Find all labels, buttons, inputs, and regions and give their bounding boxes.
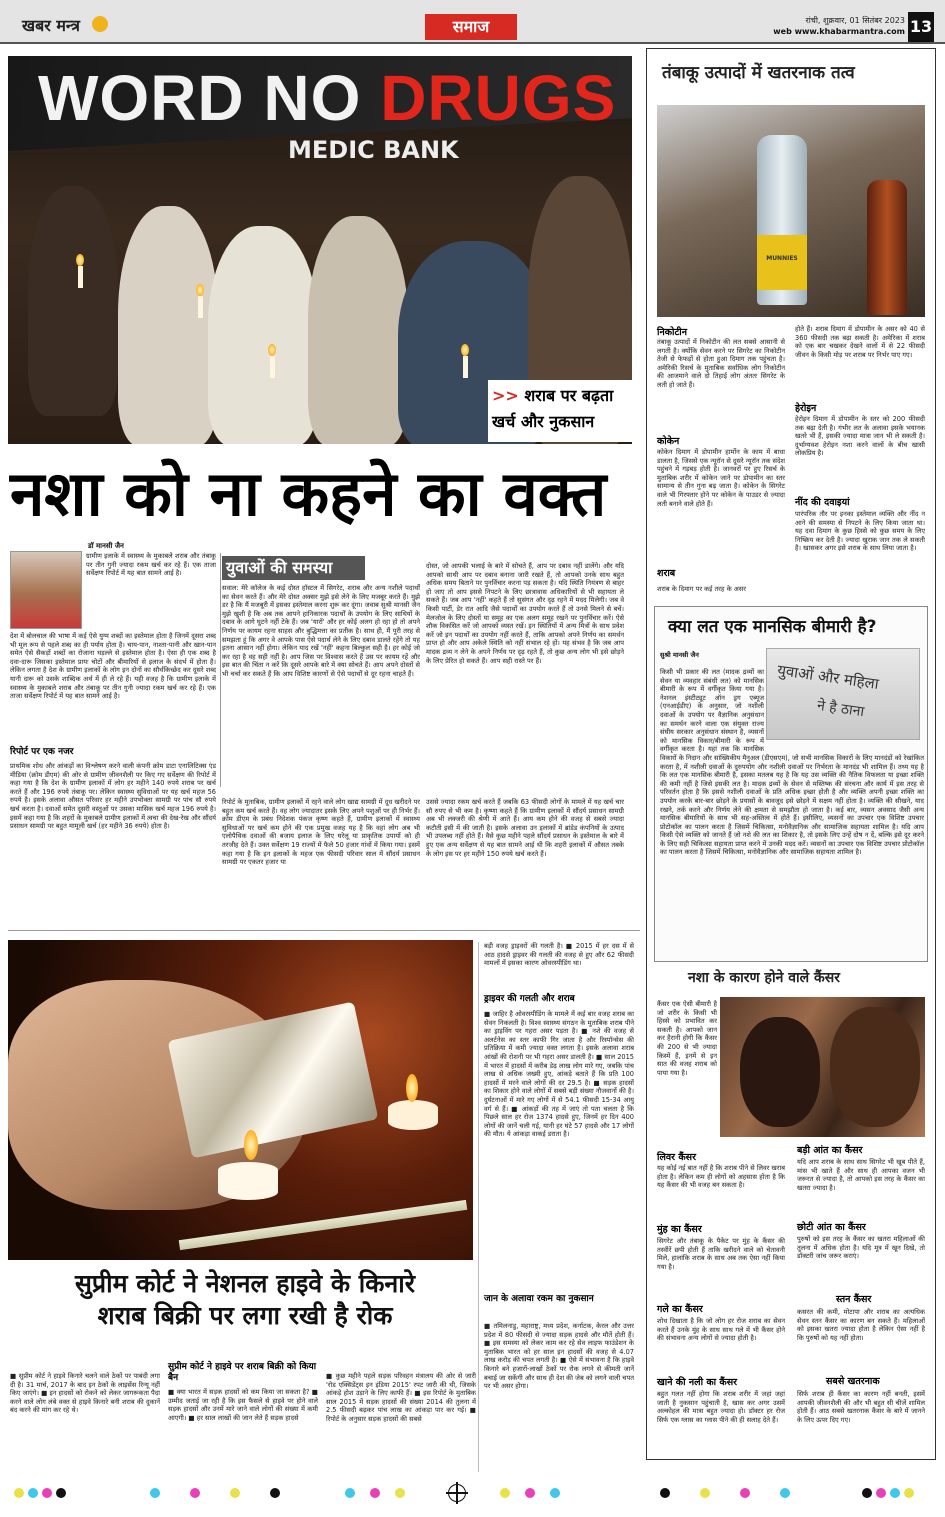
cancer-heading: छोटी आंत का कैंसर <box>797 1222 866 1233</box>
banner-sub: MEDIC BANK <box>288 136 459 164</box>
child-figure <box>28 186 118 416</box>
registration-mark <box>660 1488 670 1498</box>
dateline: रांची, शुक्रवार, 01 सितंबर 2023 <box>805 16 905 25</box>
candle <box>463 356 468 378</box>
registration-mark <box>345 1488 355 1498</box>
registration-mark <box>550 1488 560 1498</box>
sidebar-subheading: हेरोइन <box>795 403 817 414</box>
bottom-subheading: ड्राइवर की गलती और शराब <box>484 994 575 1004</box>
brand-logo-icon <box>92 16 108 32</box>
registration-mark <box>700 1488 710 1498</box>
kicker-text: शराब पर बढ़ता <box>524 386 614 405</box>
sidebar-text: शराब के दिमाग पर कई तरह के असर <box>657 585 746 593</box>
feature-text: दोस्त, जो आपकी भलाई के बारे में सोचते हैं, आप पर दबाव नहीं डालेंगे। और यदि आपको साथी आप पर दबाव बनाना जारी रखते हैं, तो आपको उनके साथ बहुत अधिक समय बिताने पर पुनर्विचार करना पड़ सकता है। यदि स्थिति नियंत्रण से बाहर हो जाए तो आप इससे निपटने के लिए छात्रावास अधिकारियों से भी सहायता ले सकते हैं। जब आप 'नहीं' कहते हैं तो सुसंगत और दृढ़ रहने में मदद मिलेगी। जब वे किसी पार्टी, डेर रात आदि जैसे पदार्थों का उपयोग करते हैं तो उनसे मिलने से बचें। मेलजोल के लिए दोस्तों या समूह का एक अलग समूह रखने पर पुनर्विचार करें। ऐसे शौक विकसित करें जो आपको व्यस्त रखें। इन स्थितियों में अन्य मित्रों के साथ प्रवेश करें जो इन पदार्थों का उपयोग नहीं करते हैं, ताकि आपको अपने निर्णय का समर्थन प्राप्त हो और आप अकेले स्थिति को नहीं संभाल रहे हों। यह संभव है कि जब आप मादक द्रव्य न लेने के अपने निर्णय पर दृढ़ रहते हैं, तो कुछ अन्य लोग भी इसे छोड़ने के लिए प्रेरित हो सकते हैं। आप सही रास्ते पर हैं। <box>426 562 624 665</box>
sidebar-subheading: निकोटीन <box>657 327 688 338</box>
page-number: 13 <box>908 12 934 42</box>
sidebar-photo <box>657 105 925 317</box>
sidebar-text: होते हैं। शराब दिमाग में डोपामीन के असर को 40 से 360 फीसदी तक बढ़ा सकती है। अमेरिका में शराब को एक बार चखकर देखने वालों में से 22 फीसदी जीवन के किसी मोड़ पर शराब पर निर्भर पाए गए। <box>795 325 925 359</box>
candle <box>270 356 275 378</box>
cancer-text: पुरुषों को इस तरह के कैंसर का खतरा महिलाओं की तुलना में अधिक होता है। यदि मूत्र में खून दिखे, तो डॉक्टरी जांच जरूर कराएं। <box>797 1235 925 1261</box>
registration-mark <box>525 1488 535 1498</box>
article-para: देश में बोलचाल की भाषा में कई ऐसे युग्म शब्दों का इस्तेमाल होता है जिनमें दूसरा शब्द भी मूल रूप से पहले शब्द का ही पर्याय होता है। चाय-पान, नाश्ता-पानी और खान-पान समेत ऐसे सैकड़ों शब्दों का रोजाना घड़ल्ले से इस्तेमाल होता है। ऐसा ही एक शब्द है दवा-दारू जिसका इस्तेमाल प्रायः चोटों और बीमारियों से इलाज के संदर्भ में होता है। लेकिन लगता है देश के ग्रामीण इलाकों के लोग इन दोनों का सौर्थकिच्छेद कर दूसरे शब्द यानी दारू को उसके शाब्दिक अर्थ में ही ले रहे हैं। यही वजह है कि ग्रामीण इलाके में स्वास्थ्य के मुकाबले शराब और तंबाकू पर तीन गुनी ज्यादा रकम खर्च कर रहे हैं। एक ताजा सर्वेक्षण रिपोर्ट में यह बात सामने आई है। <box>10 632 216 701</box>
registration-mark <box>395 1488 405 1498</box>
registration-mark <box>500 1488 510 1498</box>
sidebar-text: कोकेन दिमाग में डोपामीन हार्मोन के काम में बाधा डालता है, जिससे एक न्यूरॉन से दूसरे न्यूरॉन तक संदेश पहुंचने में गड़बड़ होती है। जानवरों पर हुए रिसर्च के मुताबिक शरीर में कोकेन जाने पर डोपामीन का स्तर सामान्य से तीन गुना बढ़ जाता है। कोकेन के सिगरेट वाले भी गिरफ्तार होने पर कोकेन के पाउडर से ज्यादा लती बनाने वाले होते हैं। <box>657 448 785 508</box>
flame <box>406 1074 418 1102</box>
candle <box>78 266 83 288</box>
child-figure <box>208 226 318 444</box>
sidebar-text: तंबाकू उत्पादों में निकोटीन की लत सबसे आसानी से लगती है। क्योंकि सेवन करने पर सिगरेट का निकोटीन तेजी से फेफड़ों से होता हुआ दिमाग तक पहुंचता है। अमेरिकी रिसर्च के मुताबिक सर्वाधिक लोग निकोटीन की आजमाने वाले दो तिहाई लोग अंततः सिगरेट के लती हो जाते हैं। <box>657 338 785 389</box>
cancer-text: यह कोई नई बात नहीं है कि शराब पीने से लिवर खराब होता है। लेकिन कम ही लोगों को अहसास होता है कि यह कैंसर की भी वजह बन सकता है। <box>657 1164 785 1190</box>
cancer-heading: खाने की नली का कैंसर <box>657 1377 738 1388</box>
bottom-col: बड़ी वजह ड्राइवरों की गलती है। ■ 2015 में हर दस में से आठ हादसे ड्राइवर की गलती की वजह से हुए और 62 फीसदी मामलों में इसका कारण ओवरस्पीडिंग था। <box>484 942 634 968</box>
registration-mark <box>56 1488 66 1498</box>
cancer-title: नशा के कारण होने वाले कैंसर <box>688 970 840 986</box>
bottom-headline <box>10 1268 480 1332</box>
cancer-heading: स्तन कैंसर <box>836 1294 872 1305</box>
candle <box>388 1100 438 1130</box>
registration-mark <box>14 1488 24 1498</box>
banner-word: WORD NO <box>38 62 362 134</box>
bottom-photo <box>8 940 473 1260</box>
divider <box>8 930 640 931</box>
flame <box>268 344 276 356</box>
bottom-headline-line: सुप्रीम कोर्ट ने नेशनल हाइवे के किनारे <box>75 1269 415 1298</box>
sidebar-text: हेरोइन दिमाग में डोपामीन के स्तर को 200 फीसदी तक बढ़ा देती है। गंभीर लत के अलावा इसके भयानक खतरे भी हैं, इसकी ज्यादा मात्रा जान भी ले सकती है। दुर्भाग्यवश हेरोइन नशा करने वालों के बीच खासी लोकप्रिय है। <box>795 415 925 458</box>
registration-mark <box>270 1488 280 1498</box>
flame <box>196 284 204 296</box>
registration-mark <box>190 1488 200 1498</box>
bottom-subheading: सुप्रीम कोर्ट ने हाइवे पर शराब बिक्री को किया बैन <box>168 1362 317 1383</box>
bottle-label <box>757 235 807 290</box>
cancer-text: कसरत की कमी, मोटापा और शराब का अत्यधिक सेवन स्तन कैंसर का कारण बन सकते हैं। महिलाओं को इसका खतरा ज्यादा होता है लेकिन ऐसा नहीं है कि पुरुषों को यह नहीं होता। <box>797 1308 925 1342</box>
bottom-col: ■ तमिलनाडु, महाराष्ट्र, मध्य प्रदेश, कर्नाटक, केरल और उत्तर प्रदेश में 80 फीसदी से ज्यादा सड़क हादसे और मौतें होती हैं। ■ इस समस्या को लेकर काम कर रहे सेव लाइफ फाउंडेशन के मुताबिक भारत को हर साल इन हादसों की वजह से 4.07 लाख करोड़ की चपत लगती है। ■ ऐसे में संभावना है कि हाइवे किनारे बने हजारों-लाखों ठेकों पर रोक लगने से कीमती जानें बचाई जा सकेंगी और साथ ही देश की जेब को लगने वाली चपत पर भी असर होगा। <box>484 1322 634 1391</box>
bottle-label-text: MUNNIES <box>766 255 798 262</box>
article-para: रिपोर्ट के मुताबिक, ग्रामीण इलाकों में रहने वाले लोग खाद्य सामग्री में दूध खरीदने पर बहुत कम खर्च करते हैं। वह लोग ज्यादातर इसके लिए अपने पशुओं पर ही निर्भर हैं। क्रोम डीएम के प्रबंध निदेशक पंकज कृष्ण कहते हैं, ग्रामीण इलाकों में स्वास्थ्य सुविधाओं पर खर्च कम होने की एक प्रमुख वजह यह है कि वहां लोग अब भी एलोपैथिक दवाओं की बजाय इलाज के लिए घरेलू या प्राकृतिक उपायों को ही तरजीह देते हैं। उक्त सर्वेक्षण 19 राज्यों में फैले 50 हजार गांवों में किया गया। इसमें कहा गया है कि इन इलाकों के महज एक फीसदी परिवार साल में सौंदर्य प्रसाधन सामग्री पर एकतर हजार या <box>222 798 420 867</box>
feature-heading: युवाओं की समस्या <box>222 556 365 580</box>
person-figure <box>830 1007 920 1127</box>
banner-drugs: DRUGS <box>380 62 617 134</box>
cancer-heading: मुंह का कैंसर <box>657 1224 702 1235</box>
registration-mark <box>42 1488 52 1498</box>
section-label: समाज <box>425 14 517 40</box>
person-figure <box>740 1017 820 1127</box>
cancer-text: शोध दिखाता है कि जो लोग हर रोज शराब का सेवन करते हैं उनके मुंह के साथ साथ गले में भी कैंसर होने की संभावना अन्य लोगों से ज्यादा होती है। <box>657 1317 785 1343</box>
website: web www.khabarmantra.com <box>773 27 905 36</box>
kicker-line <box>492 384 613 406</box>
registration-mark <box>904 1488 914 1498</box>
addiction-box-byline: सुश्री मानसी जैन <box>660 651 699 659</box>
cancer-text: बहुत गलत नहीं होगा कि शराब शरीर में जहां जहां जाती है नुकसान पहुंचाती है, खास कर अगर उसमें अल्कोहल की मात्रा बहुत ज्यादा हो। डॉक्टर हर रोज सिर्फ एक ग्लास का ग्लास पीने की ही सलाह देते हैं। <box>657 1390 785 1424</box>
cancer-intro: कैंसर एक ऐसी बीमारी है जो शरीर के किसी भी हिस्से को प्रभावित कर सकती है। आपको जान कर हैरानी होगी कि कैंसर की 200 से भी ज्यादा किस्में हैं, इनमें से इन सात की वजह शराब को पाया गया है। <box>657 1000 717 1077</box>
bottom-col: ■ जाहिर है ओवरस्पीडिंग के मामले में कई बार वजह शराब का सेवन निकलती है। विश्व स्वास्थ्य संगठन के मुताबिक शराब पीने का ड्राइविंग पर गहरा असर पड़ता है। ■ नशे की वजह से अलर्टनेस का स्तर काफी गिर जाता है और रिस्पॉन्सेस की प्रतिक्रिया में कमी ज्यादा वक्त लगता है। इसके अलावा शराब आंखों की रोशनी पर भी गहरा असर डालती है। ■ साल 2015 में भारत में हादसों में करीब डेढ़ लाख लोग मारे गए, जबकि पांच लाख से अधिक जख्मी हुए, आंकड़े बताते हैं कि प्रति 100 हादसों में मरने वाले लोगों की दर 29.5 है। ■ सड़क हादसों का शिकार होने वाले लोगों में सबसे बड़ी संख्या नौजवानों की है। दुर्घटनाओं में मारे गए लोगों में से 54.1 फीसदी 15-34 आयु वर्ग से हैं। ■ आंकड़ों की तह में जाएं तो पता चलता है कि पिछले साल हर रोज 1374 हादसे हुए, जिनमें हर दिन 400 लोगों की जानें चली गई, यानी हर घंटे 57 हादसे और 17 लोगों की मौत। ये आंकड़ा वाकई डराता है। <box>484 1010 634 1139</box>
crosshair-mark <box>448 1484 466 1502</box>
headline: नशा को ना कहने का वक्त <box>10 457 607 530</box>
flame <box>244 1130 258 1160</box>
photo-spacer <box>764 668 924 746</box>
candle <box>198 296 203 318</box>
registration-mark <box>876 1488 886 1498</box>
addiction-box-text: किसी भी प्रकार की लत (मादक द्रव्यों का सेवन या व्यवहार संबंधी लत) को मानसिक बीमारी के रूप में वर्गीकृत किया गया है। नेशनल इंस्टीट्यूट ऑन ड्रग एब्यूज (एनआईडीए) के अनुसार, जो नशीली दवाओं के उपयोग पर वैज्ञानिक अनुसंधान का समर्थन करने वाला एक संयुक्त राज्य संघीय सरकार अनुसंधान संस्थान है, व्यसनों को मानसिक विकार/बीमारी के रूप में वर्गीकृत करता है। यहां तक कि मानसिक विकारों के निदान और सांख्यिकीय मैनुअल (डीएसएम), जो सभी मानसिक विकारों के लिए मानदंडों को रेखांकित करता है, में नशीली दवाओं के दुरुपयोग और नशीली दवाओं पर निर्भरता के मानदंड भी शामिल हैं। तथ्य यह है कि लत एक मानसिक बीमारी है, इसका मतलब यह है कि यह उस व्यक्ति की नैतिक विफलता या इच्छा शक्ति की कमी नहीं है जिसे इसकी लत है। मादक द्रव्यों के सेवन से मस्तिष्क की संरचना और कार्य में इस तरह से परिवर्तन होता है कि इससे नशीली दवाओं के प्रति अधिक इच्छा होती है और व्यक्ति अपनी इच्छा शक्ति का उपयोग करके बार-बार छोड़ने के प्रयासों के बावजूद इसे छोड़ने में सक्षम नहीं होता है। व्यक्ति की सीखने, याद रखने, तर्क करने और निर्णय लेने की क्षमता से समझौता हो जाता है। कई बार, व्यसन अवसाद जैसी अन्य मानसिक बीमारियों के साथ भी सह-अस्तित्व में होते हैं। इसीलिए, व्यसनों का उपचार एक विशिष्ट उपचार प्रोटोकॉल का पालन करता है जिसमें चिकित्सा, मनोवैज्ञानिक और सामाजिक सहायता शामिल है। यदि आप किसी ऐसे व्यक्ति को जानते हैं जो नशे की लत का शिकार है, तो इसके लिए उन्हें दोष न दें, बल्कि इसे दूर करने के लिए सही चिकित्सा सहायता प्राप्त करने में उनकी मदद करें। व्यसनों का उपचार एक विशिष्ट उपचार प्रोटोकॉल का पालन करता है जिसमें चिकित्सा, मनोवैज्ञानिक और सामाजिक सहायता शामिल है। <box>660 668 924 857</box>
addiction-box-title: क्या लत एक मानसिक बीमारी है? <box>668 617 877 637</box>
sidebar-text: पारंपरिक तौर पर इनका इस्तेमाल व्यक्ति और नींद न आने की समस्या से निपटने के लिए किया जाता था। यह दवा दिमाग के कुछ हिस्से को कुछ समय के लिए निष्क्रिय कर देती है। ज्यादा खुराक जान तक ले सकती है। खासकर अगर इसे शराब के साथ लिया जाता है। <box>795 510 925 553</box>
photo-sign-text: युवाओं और महिला <box>776 660 880 694</box>
cancer-heading: बड़ी आंत का कैंसर <box>797 1145 863 1156</box>
sidebar-subheading: कोकेन <box>657 436 680 447</box>
bottom-headline-line: शराब बिक्री पर लगा रखी है रोक <box>97 1301 393 1330</box>
bottle <box>867 180 907 315</box>
registration-mark <box>740 1488 750 1498</box>
column-rule <box>478 942 479 1472</box>
kicker-mark: >> <box>492 386 519 405</box>
registration-mark <box>862 1488 872 1498</box>
author-photo <box>10 551 82 629</box>
bottom-subheading: जान के अलावा रकम का नुकसान <box>484 1294 594 1304</box>
bottom-col: ■ सुप्रीम कोर्ट ने हाइवे किनारे चलने वाले ठेकों पर पाबंदी लगा दी है। 31 मार्च, 2017 के बाद इन ठेकों के लाइसेंस रिन्यू नहीं किए जाएंगे। ■ इन हादसों को रोकने को लेकर जागरूकता पैदा करने वाले लोग लंबे वक्त से हाइवे किनारे बनी शराब की दुकानें बंद करने की मांग कर रहे थे। <box>10 1372 160 1415</box>
cancer-heading: लिवर कैंसर <box>657 1152 696 1163</box>
candle <box>218 1162 278 1200</box>
syringe <box>179 1200 468 1250</box>
banner-text <box>38 61 616 135</box>
flame <box>76 254 84 266</box>
sidebar-subheading: शराब <box>657 568 676 579</box>
sidebar-subheading: नींद की दवाइयां <box>795 497 850 508</box>
cancer-text: यदि आप शराब के साथ साथ सिगरेट भी खूब पीते हैं, मांस भी खाते हैं और साथ ही आपका वजन भी जरूरत से ज्यादा है, तो आपको इस तरह के कैंसर का खतरा ज्यादा है। <box>797 1158 925 1192</box>
cancer-heading: सबसे खतरनाक <box>826 1376 880 1387</box>
article-para: उससे ज्यादा रकम खर्च करते हैं जबकि 63 फीसदी लोगों के मामले में यह खर्च चार सौ रुपए से भी कम है। कृष्णा कहते हैं कि ग्रामीण इलाकों में सौंदर्य प्रसाधन सामग्री अब भी लक्जरी की श्रेणी में आते हैं। आय कम होने की वजह से सबसे ज्यादा कटौती इसी में की जाती है। इसके अलावा उन इलाकों में ब्रांडेड कंपनियों के उत्पाद भी उपलब्ध नहीं होते हैं। वैसे कुछ महीने पहले सौंदर्य प्रसाधन के इस्तेमाल के बारे में हुए एक अन्य सर्वेक्षण से यह बात सामने आई थी कि शहरी इलाकों में औसत तबके के लोग इस पर हर महीने 150 रुपये खर्च करते हैं। <box>426 798 624 858</box>
cancer-heading: गले का कैंसर <box>657 1304 703 1315</box>
kicker-line-2: खर्च और नुकसान <box>492 412 595 431</box>
cancer-text: सिर्फ शराब ही कैंसर का कारण नहीं बनती, इसमें आपकी जीवनशैली की और भी बहुत सी चीजें शामिल होती हैं। आठ सबसे खतरनाक कैंसर के बारे में जानने के लिए ऊपर दिए गए। <box>797 1390 925 1424</box>
sidebar-title: तंबाकू उत्पादों में खतरनाक तत्व <box>662 63 855 83</box>
registration-mark <box>370 1488 380 1498</box>
photo-sign-text-2: ने है ठाना <box>816 697 866 721</box>
cancer-photo <box>720 997 925 1137</box>
registration-mark <box>28 1488 38 1498</box>
registration-mark <box>780 1488 790 1498</box>
article-para: प्राथमिक शोध और आंकड़ों का विश्लेषण करने वाली कंपनी क्रोम डाटा एनालिटिक्स एंड मीडिया (क्रोम डीएम) की ओर से ग्रामीण जीवनशैली पर किए गए सर्वेक्षण की रिपोर्ट में कहा गया है कि देश के ग्रामीण इलाकों में लोग हर महीने 140 रुपये शराब पर खर्च करते हैं और 196 रुपये तंबाकू पर। लेकिन स्वास्थ्य सुविधाओं पर यह खर्च महज 56 रुपये है। इसके अलावा औसत परिवार हर महीने उपभोक्ता सामग्री पर पांच सौ रुपये खर्च करता है। दवाओं समेत दूसरी वस्तुओं पर उसका मासिक खर्च महज 196 रुपये है। इसमें कहा गया है कि शहरों के मुकाबले ग्रामीण इलाकों में त्वचा की देख-रेख और सौंदर्य प्रसाधन सामग्री पर बहुत मामूली खर्च (हर महीने 36 रुपये) होता है। <box>10 762 216 831</box>
feature-text: सवाल: मेरे कॉलेज के कई दोस्त हॉस्टल में सिगरेट, शराब और अन्य नशीले पदार्थों का सेवन करते हैं। और मेरे दोस्त अक्सर मुझे इसे लेने के लिए मजबूर करते हैं। मुझे डर है कि मैं मजबूरी में इसका इस्तेमाल करना शुरू कर दूंगा। जवाब सुश्री मानसी जैन मुझे खुशी है कि अब तक आपने हानिकारक पदार्थों के उपयोग के लिए साथियों के दबाव के आगे घुटने नहीं टेके हैं। जब 'यारों' और हर कोई अलग हो रहा हो तो अपने निर्णय पर कायम रहना साहस और बुद्धिमत्ता का प्रतीक है। साथ ही, मैं पूरी तरह से समझता हूं कि अगर वे आपके पास ऐसे पदार्थ लेने के लिए दबाव डालते रहेंगे तो यह इतना आसान नहीं होगा। लेकिन याद रखें 'नहीं' कहना बिल्कुल सही है। हर कोई जो कर रहा है वह सही नहीं है। आप जिस पर विश्वास करते हैं उस पर कायम रहें और इस बात की चिंता न करें कि दूसरे आपके बारे में क्या सोचते हैं। आप अपने दोस्तों से भी चर्चा कर सकते हैं कि आप विशिष्ट कारणों से ऐसे पदार्थों से दूर रहना चाहते हैं। <box>222 584 420 678</box>
bottom-col: ■ क्या भारत में सड़क हादसों को कम किया जा सकता है? ■ उम्मीद जताई जा रही है कि इस फैसले से हाइवे पर होने वाले सड़क हादसों और उनमें मारे जाने वाले लोगों की संख्या में कमी आएगी। ■ हर साल लाखों की जान लेते हैं सड़क हादसे <box>168 1388 318 1422</box>
flame <box>461 344 469 356</box>
child-figure <box>118 206 218 444</box>
bottom-col: ■ कुछ महीने पहले सड़क परिवहन मंत्रालय की ओर से जारी 'रोड एक्सिडेंट्स इन इंडिया 2015' रपट जारी की थी, जिसके आंकड़े होश उड़ाने के लिए काफी हैं। ■ इस रिपोर्ट के मुताबिक साल 2015 में सड़क हादसों की संख्या 2014 की तुलना में 2.5 फीसदी बढ़कर पांच लाख का आंकड़ा पार कर गई। ■ रिपोर्ट के अनुसार सड़क हादसों की सबसे <box>326 1372 476 1423</box>
registration-mark <box>890 1488 900 1498</box>
cancer-text: सिगरेट और तंबाकू के पैकेट पर मुंह के कैंसर की तस्वीरें छपी होती हैं ताकि खरीदने वाले को चेतावनी मिले, हालांकि शराब के साथ अब तक ऐसा नहीं किया गया है। <box>657 1237 785 1271</box>
article-intro: ग्रामीण इलाके में स्वास्थ्य के मुकाबले शराब और तंबाकू पर तीन गुनी ज्यादा रकम खर्च कर रहे हैं। एक ताजा सर्वेक्षण रिपोर्ट में यह बात सामने आई है। <box>86 552 216 578</box>
brand-name: खबर मन्त्र <box>22 16 80 35</box>
article-subheading: रिपोर्ट पर एक नजर <box>10 747 74 757</box>
byline: डॉ मानसी जैन <box>88 542 124 550</box>
registration-mark <box>150 1488 160 1498</box>
child-figure <box>308 216 408 444</box>
registration-mark <box>230 1488 240 1498</box>
